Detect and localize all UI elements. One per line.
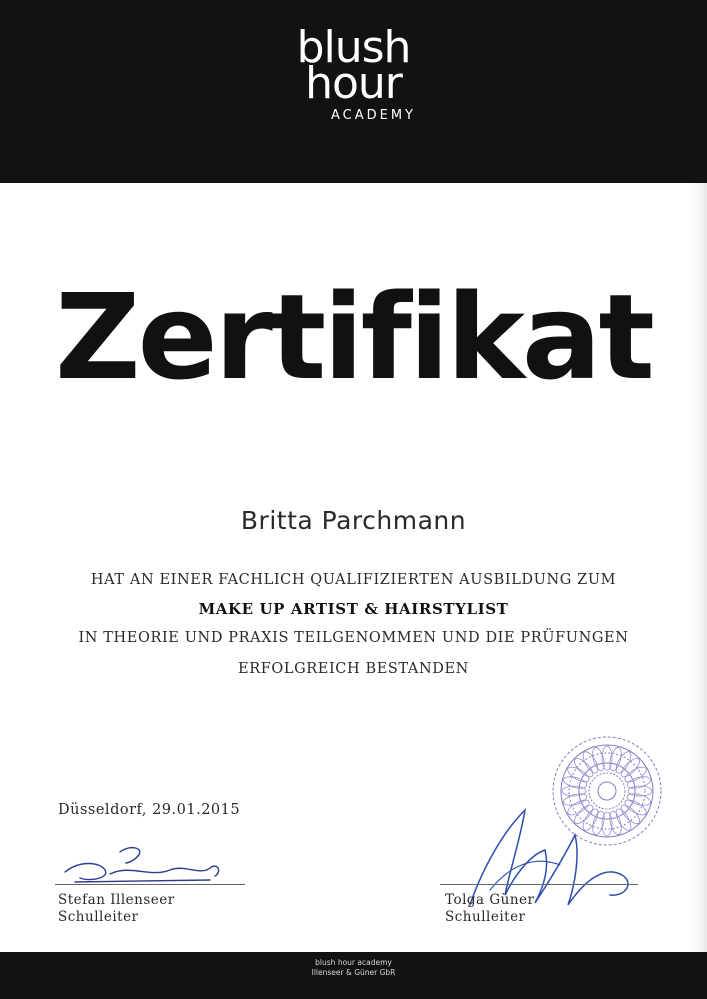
qualification: MAKE UP ARTIST & HAIRSTYLIST [198,600,509,618]
signature-line-right [440,884,638,885]
statement-line-4: ERFOLGREICH BESTANDEN [238,661,469,677]
statement-line-3: IN THEORIE UND PRAXIS TEILGENOMMEN UND DIE PRÜFUNGEN [78,630,629,646]
seal-petal [562,775,588,791]
seal-petal [626,775,652,791]
signature-left [60,842,230,890]
signer-right-name: Tolga Güner [445,892,535,908]
place-and-date: Düsseldorf, 29.01.2015 [58,802,241,818]
academy-logo [0,22,707,123]
signer-right-role: Schulleiter [445,909,526,925]
signer-left [58,892,175,926]
signer-left-name: Stefan Illenseer [58,892,175,908]
footer-line-2: Illenseer & Güner GbR [311,968,396,977]
logo-word-hour: hour [305,58,402,109]
footer-line-1: blush hour academy [315,958,392,967]
signature-line-left [55,884,245,885]
signer-right [445,892,535,926]
footer-text [0,958,707,978]
logo-word-blush: blush [296,22,411,73]
recipient-name: Britta Parchmann [240,506,467,535]
certificate-title: Zertifikat [55,268,652,406]
seal-petal [608,746,624,772]
statement-line-1: HAT AN EINER FACHLICH QUALIFIZIERTEN AUSBILDUNG ZUM [90,572,617,588]
signer-left-role: Schulleiter [58,909,139,925]
logo-subtitle: ACADEMY [330,108,417,123]
